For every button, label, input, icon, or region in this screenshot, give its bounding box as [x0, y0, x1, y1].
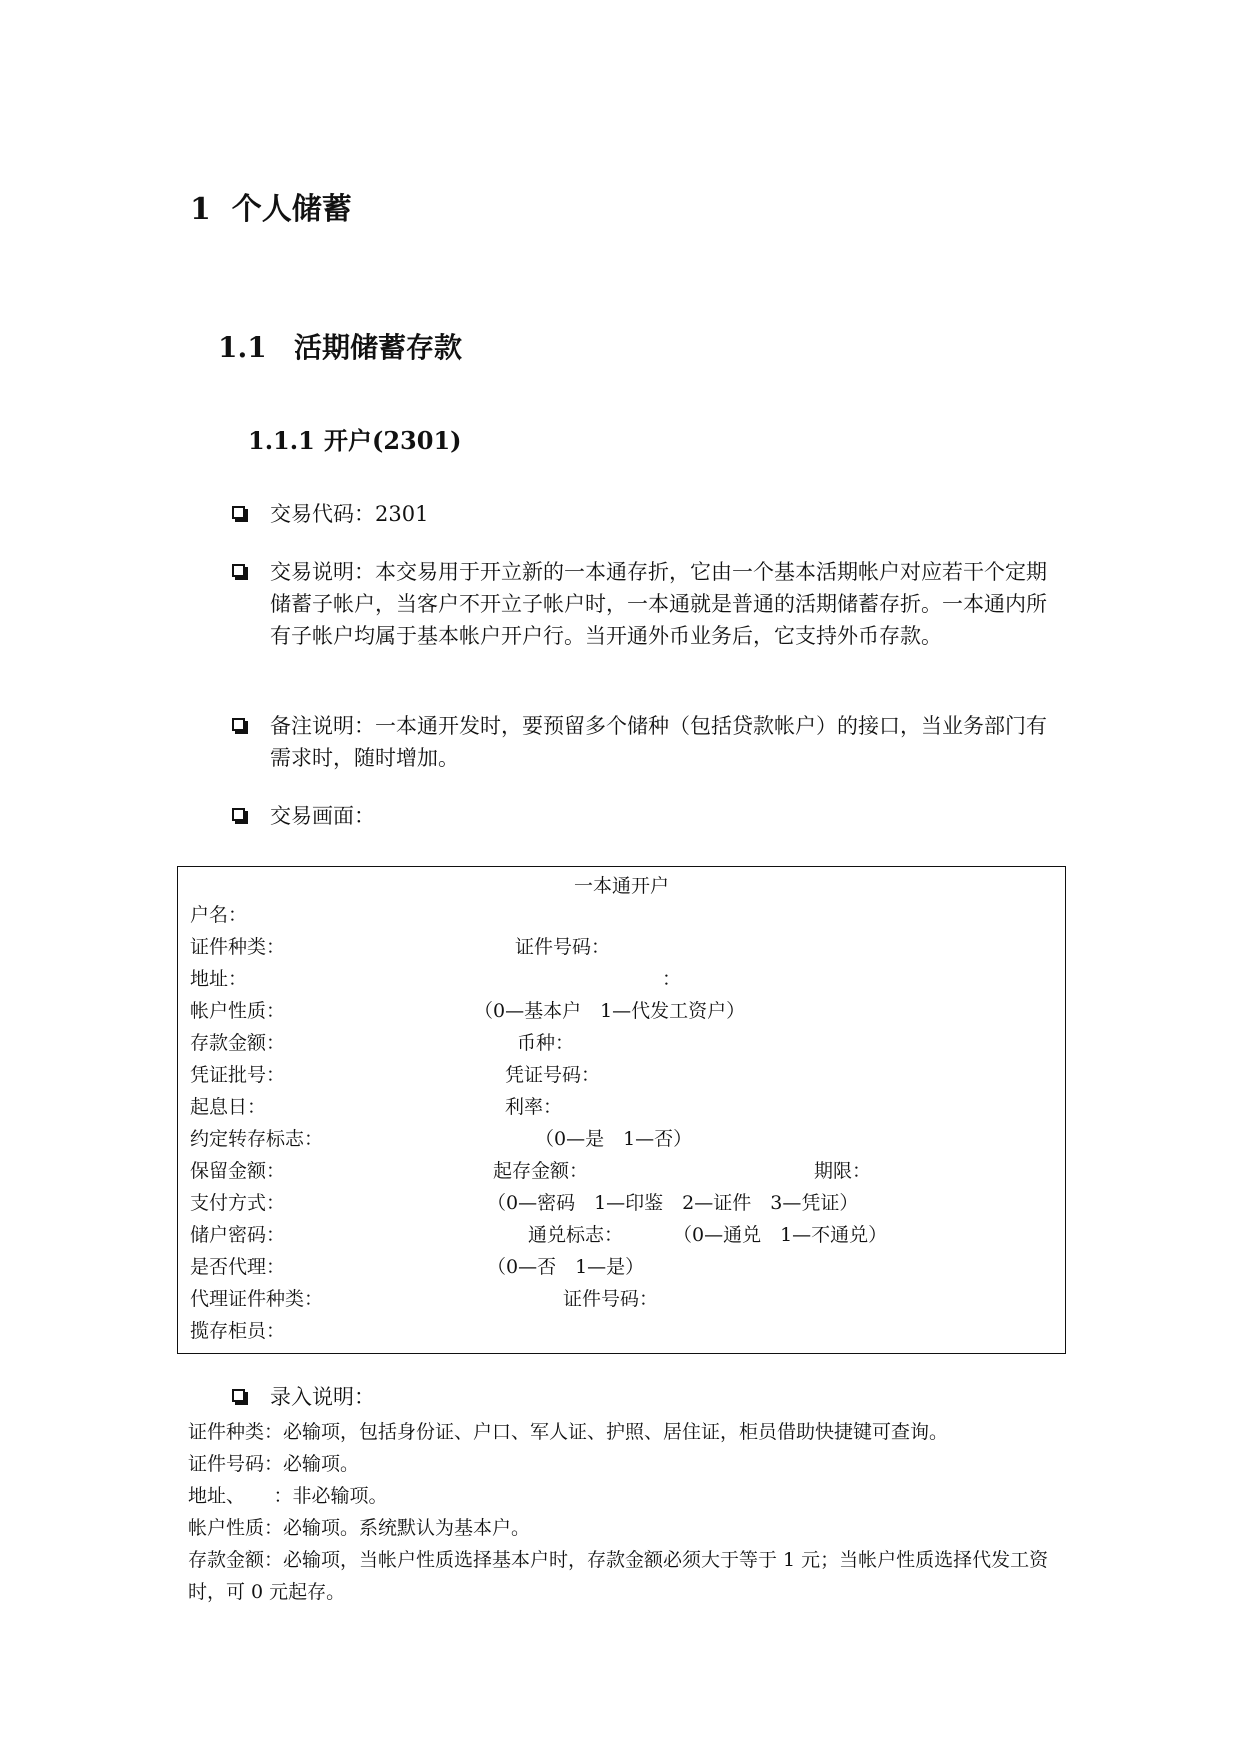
screen-row — [190, 1059, 1065, 1091]
field-label: ： — [662, 968, 682, 990]
field-label: 凭证号码： — [505, 1064, 601, 1086]
bullet-transaction-description — [232, 556, 1052, 652]
screen-row — [190, 1251, 1065, 1283]
bullet-transaction-code — [232, 498, 1052, 530]
bullet-text: 交易说明：本交易用于开立新的一本通存折，它由一个基本活期帐户对应若干个定期储蓄子帐户，当客户不开立子帐户时，一本通就是普通的活期储蓄存折。一本通内所有子帐户均属于基本帐户开户行。当开通外币业务后，它支持外币存款。 — [270, 560, 1047, 648]
transaction-screen-box — [177, 866, 1066, 1354]
heading-1-number: 1 — [190, 192, 211, 227]
screen-row — [190, 963, 1065, 995]
screen-row — [190, 1315, 1065, 1347]
field-hint: （0—密码 1—印鉴 2—证件 3—凭证） — [487, 1192, 859, 1214]
screen-row — [190, 1187, 1065, 1219]
field-label: 凭证批号： — [190, 1064, 286, 1086]
field-label: 帐户性质： — [190, 1000, 286, 1022]
field-label: 证件号码： — [563, 1288, 659, 1310]
screen-row — [190, 931, 1065, 963]
checkbox-bullet-icon — [232, 1389, 245, 1402]
heading-1 — [190, 190, 352, 230]
note-line: 帐户性质：必输项。系统默认为基本户。 — [188, 1517, 531, 1539]
notes-heading-text: 录入说明： — [270, 1385, 375, 1409]
field-hint: （0—是 1—否） — [535, 1128, 693, 1150]
bullet-text: 交易画面： — [270, 804, 375, 828]
field-label: 揽存柜员： — [190, 1320, 286, 1342]
heading-3 — [248, 424, 462, 458]
note-line: 地址、 ：非必输项。 — [188, 1485, 388, 1507]
bullet-remarks — [232, 710, 1052, 774]
field-label: 起存金额： — [493, 1160, 589, 1182]
field-label: 保留金额： — [190, 1160, 286, 1182]
screen-title: 一本通开户 — [573, 875, 669, 897]
field-label: 证件号码： — [515, 936, 611, 958]
bullet-transaction-screen — [232, 800, 1052, 832]
field-label: 储户密码： — [190, 1224, 286, 1246]
input-notes-heading — [232, 1381, 375, 1413]
screen-row — [190, 1219, 1065, 1251]
screen-row — [190, 995, 1065, 1027]
field-hint: （0—基本户 1—代发工资户） — [474, 1000, 746, 1022]
checkbox-bullet-icon — [232, 718, 245, 731]
heading-3-number: 1.1.1 — [248, 426, 315, 455]
checkbox-bullet-icon — [232, 808, 245, 821]
heading-2-title: 活期储蓄存款 — [294, 331, 463, 364]
field-label: 是否代理： — [190, 1256, 286, 1278]
heading-2-number: 1.1 — [218, 331, 267, 364]
screen-row — [190, 1283, 1065, 1315]
checkbox-bullet-icon — [232, 506, 245, 519]
field-label: 起息日： — [190, 1096, 267, 1118]
note-line: 存款金额：必输项，当帐户性质选择基本户时，存款金额必须大于等于 1 元；当帐户性质选择代发工资时，可 0 元起存。 — [188, 1549, 1049, 1603]
field-label: 地址： — [190, 968, 248, 990]
bullet-text: 交易代码：2301 — [270, 502, 429, 526]
note-line: 证件种类：必输项，包括身份证、户口、军人证、护照、居住证，柜员借助快捷键可查询。 — [188, 1421, 949, 1443]
field-label: 存款金额： — [190, 1032, 286, 1054]
field-label: 通兑标志： — [528, 1224, 624, 1246]
field-label: 利率： — [505, 1096, 563, 1118]
screen-row — [190, 899, 1065, 931]
heading-1-title: 个人储蓄 — [231, 192, 352, 227]
heading-3-title: 开户(2301) — [324, 426, 462, 455]
screen-row — [190, 1155, 1065, 1187]
heading-2 — [218, 328, 462, 368]
field-label: 币种： — [517, 1032, 575, 1054]
screen-row — [190, 1123, 1065, 1155]
field-label: 约定转存标志： — [190, 1128, 324, 1150]
field-label: 户名： — [190, 904, 248, 926]
field-hint: （0—通兑 1—不通兑） — [673, 1224, 888, 1246]
field-label: 代理证件种类： — [190, 1288, 324, 1310]
field-label: 支付方式： — [190, 1192, 286, 1214]
note-line: 证件号码：必输项。 — [188, 1453, 360, 1475]
screen-row — [190, 1091, 1065, 1123]
field-hint: （0—否 1—是） — [487, 1256, 645, 1278]
screen-row — [190, 1027, 1065, 1059]
checkbox-bullet-icon — [232, 564, 245, 577]
bullet-text: 备注说明：一本通开发时，要预留多个储种（包括贷款帐户）的接口，当业务部门有需求时，随时增加。 — [270, 714, 1047, 770]
field-label: 证件种类： — [190, 936, 286, 958]
field-label: 期限： — [814, 1160, 872, 1182]
